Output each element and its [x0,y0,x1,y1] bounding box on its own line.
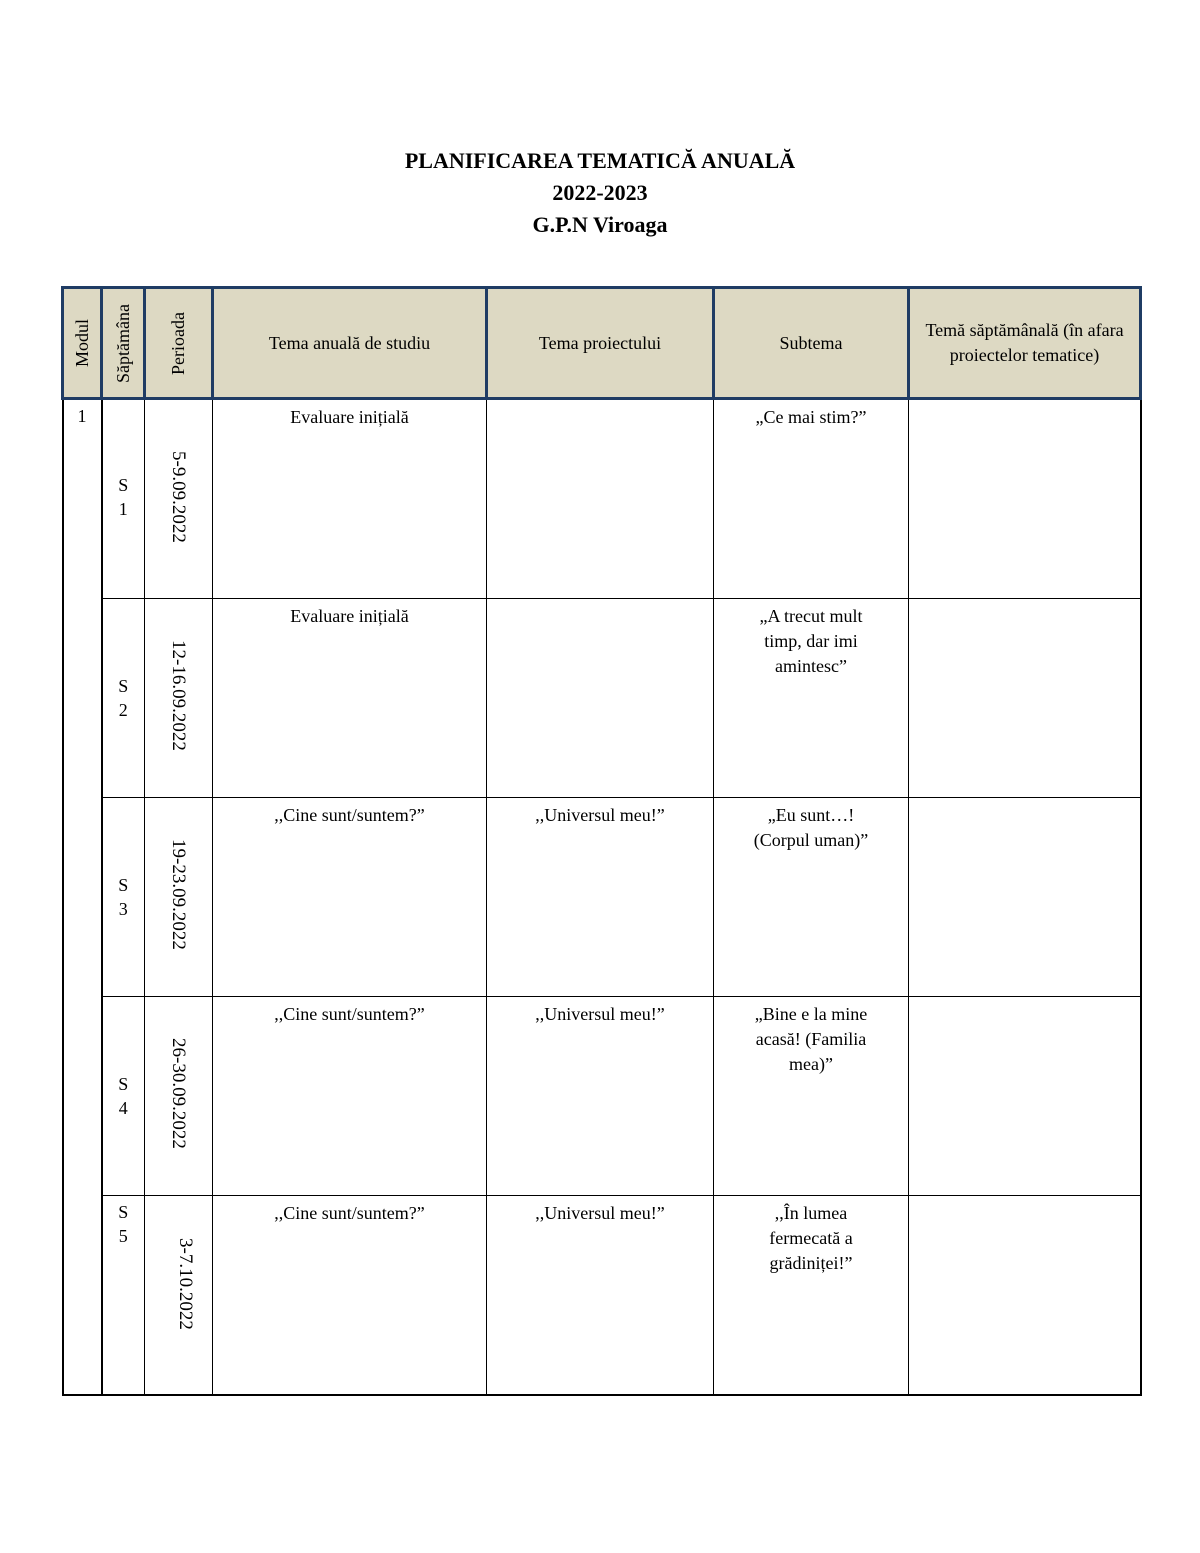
saptamana-number: 4 [118,1098,128,1118]
table-row [63,798,1141,997]
perioada-text: 3-7.10.2022 [175,1238,196,1330]
cell-tema-saptamanala [909,997,1141,1196]
document-title: PLANIFICAREA TEMATICĂ ANUALĂ [404,148,796,173]
saptamana-letter: S [118,676,129,696]
cell-perioada [145,997,213,1196]
saptamana-letter: S [118,474,129,495]
cell-saptamana [102,599,145,798]
cell-tema-saptamanala [909,599,1141,798]
table-header-row [63,288,1141,399]
saptamana-letter: S [118,875,129,895]
saptamana-number: 1 [118,498,128,519]
cell-tema-saptamanala [909,1196,1141,1396]
table-row [63,1196,1141,1396]
header-subtema: Subtema [714,288,909,399]
planning-table [61,286,1142,1396]
header-modul-label: Modul [71,318,92,367]
table-row [63,399,1141,599]
saptamana-number: 2 [118,700,128,720]
cell-subtema: „A trecut mult timp, dar imi amintesc” [714,599,909,798]
document-title-block [0,145,1200,241]
saptamana-letter: S [118,1202,129,1222]
cell-saptamana [102,997,145,1196]
cell-perioada [145,1196,213,1396]
cell-tema-saptamanala [909,798,1141,997]
cell-tema-proiectului: ,,Universul meu!” [487,798,714,997]
header-tema-anuala: Tema anuală de studiu [213,288,487,399]
header-modul [63,288,102,399]
cell-tema-anuala: Evaluare inițială [213,599,487,798]
perioada-text: 12-16.09.2022 [168,640,189,751]
header-saptamana [102,288,145,399]
cell-subtema: „Ce mai stim?” [714,399,909,599]
cell-subtema: ,,În lumea fermecată a grădiniței!” [714,1196,909,1396]
cell-perioada [145,399,213,599]
cell-tema-saptamanala [909,399,1141,599]
cell-subtema: „Bine e la mine acasă! (Familia mea)” [714,997,909,1196]
cell-tema-proiectului: ,,Universul meu!” [487,997,714,1196]
saptamana-number: 5 [118,1226,128,1246]
cell-saptamana [102,1196,145,1396]
cell-saptamana [102,798,145,997]
document-group: G.P.N Viroaga [532,212,668,237]
cell-perioada [145,599,213,798]
header-perioada-label: Perioada [168,311,188,375]
perioada-text: 5-9.09.2022 [168,450,189,543]
cell-tema-proiectului [487,399,714,599]
header-tema-proiectului: Tema proiectului [487,288,714,399]
saptamana-letter: S [118,1074,129,1094]
saptamana-number: 3 [118,899,128,919]
header-saptamana-label: Săptămâna [112,303,133,383]
cell-tema-anuala: ,,Cine sunt/suntem?” [213,997,487,1196]
cell-subtema: „Eu sunt…! (Corpul uman)” [714,798,909,997]
table-row [63,599,1141,798]
cell-tema-proiectului [487,599,714,798]
cell-saptamana [102,399,145,599]
cell-tema-proiectului: ,,Universul meu!” [487,1196,714,1396]
header-tema-saptamanala: Temă săptămânală (în afara proiectelor tematice) [909,288,1141,399]
perioada-text: 26-30.09.2022 [168,1038,189,1149]
document-year: 2022-2023 [552,180,648,205]
header-perioada [145,288,213,399]
cell-tema-anuala: Evaluare inițială [213,399,487,599]
perioada-text: 19-23.09.2022 [168,839,189,950]
table-row [63,997,1141,1196]
cell-tema-anuala: ,,Cine sunt/suntem?” [213,1196,487,1396]
cell-tema-anuala: ,,Cine sunt/suntem?” [213,798,487,997]
cell-modul: 1 [63,399,102,1396]
cell-perioada [145,798,213,997]
